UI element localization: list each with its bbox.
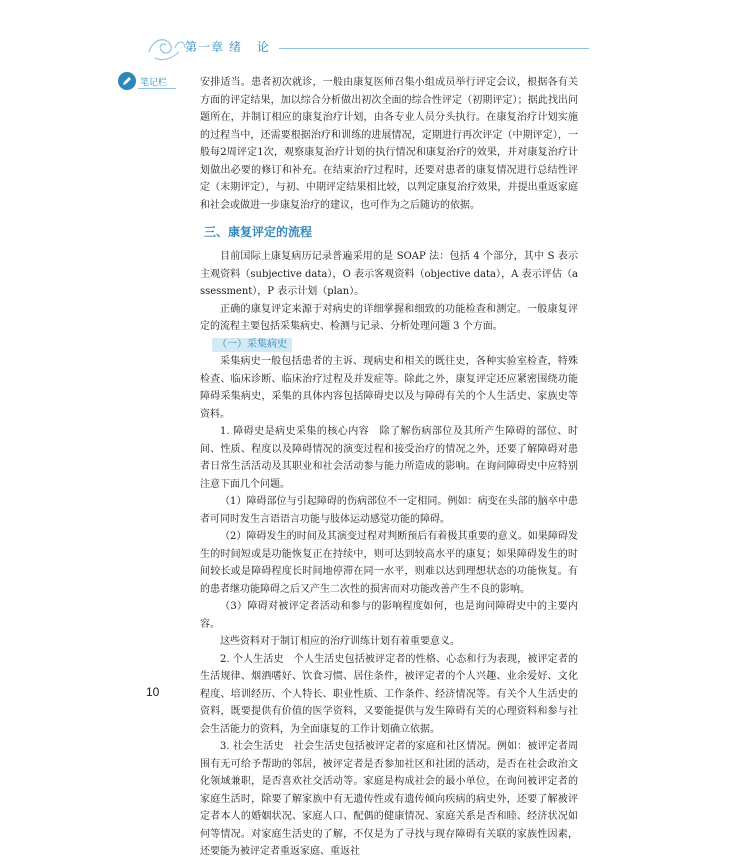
notes-marker (118, 72, 188, 92)
section-heading: 三、康复评定的流程 (204, 225, 313, 239)
paragraph-item-2: （2）障碍发生的时间及其演变过程对判断预后有着极其重要的意义。如果障碍发生的时间短或是功能恢复正在持续中，则可达到较高水平的康复；如果障碍发生的时间较长或是障碍程度长时间地停滞在同一水平，则难以达到理想状态的功能恢复。有的患者继功能障碍之后又产生二次性的损害而对功能改善产生不良的影响。 (200, 531, 578, 595)
intro-paragraph: 安排适当。患者初次就诊，一般由康复医师召集小组成员举行评定会议，根据各有关方面的评定结果，加以综合分析做出初次全面的综合性评定（初期评定）；据此找出问题所在，并制订相应的康复治疗计划，由各专业人员分头执行。在康复治疗计划实施的过程当中，还需要根据治疗和训练的进展情况，定期进行再次评定（中期评定），一般每2周评定1次，观察康复治疗计划的执行情况和康复治疗的效果，并对康复治疗计划做出必要的修订和补充。在结束治疗过程时，还要对患者的康复情况进行总结性评定（末期评定），与初、中期评定结果相比较，以判定康复治疗效果，并提出重返家庭和社会或做进一步康复治疗的建议，也可作为之后随访的依据。 (200, 77, 578, 211)
paragraph-item-1: （1）障碍部位与引起障碍的伤病部位不一定相同。例如：病变在头部的脑卒中患者可同时发生言语语言功能与肢体运动感觉功能的障碍。 (200, 496, 578, 525)
page-number: 10 (146, 685, 160, 699)
main-content (200, 74, 578, 861)
notes-divider (138, 88, 176, 89)
paragraph-personal-history: 2. 个人生活史 个人生活史包括被评定者的性格、心态和行为表现，被评定者的生活规律、烟酒嗜好、饮食习惯、居住条件，被评定者的个人兴趣、业余爱好、文化程度、培训经历、个人特长、职业性质、工作条件、经济情况等。有关个人生活史的资料，既要提供有价值的医学资料，又要能提供与发生障碍有关的心理资料和参与社会生活能力的资料，为全面康复的工作计划确立依据。 (200, 653, 578, 735)
pen-icon (118, 72, 136, 90)
chapter-label: 第一章 (185, 40, 225, 54)
paragraph-soap: 目前国际上康复病历记录普遍采用的是 SOAP 法：包括 4 个部分，其中 S 表示主观资料（subjective data），O 表示客观资料（objective data），A 表示评估（assessment），P 表示计划（plan）。 (200, 251, 578, 297)
header-divider (279, 48, 589, 49)
subsection-heading-label: （一）采集病史 (212, 338, 292, 352)
paragraph-significance: 这些资料对于制订相应的治疗训练计划有着重要意义。 (220, 636, 460, 647)
notes-label: 笔记栏 (140, 78, 168, 88)
paragraph-history: 采集病史一般包括患者的主诉、现病史和相关的既往史，各种实验室检查，特殊检查、临床诊断、临床治疗过程及并发症等。除此之外，康复评定还应紧密围绕功能障碍采集病史，采集的具体内容包括障碍史以及与障碍有关的个人生活史、家族史等资料。 (200, 356, 578, 420)
page-header (145, 28, 585, 64)
paragraph-disability-history: 1. 障碍史是病史采集的核心内容 除了解伤病部位及其所产生障碍的部位、时间、性质、程度以及障碍情况的演变过程和接受治疗的情况之外，还要了解障碍对患者日常生活活动及其职业和社会活动参与能力所造成的影响。在询问障碍史中应特别注意下面几个问题。 (200, 426, 578, 490)
paragraph-social-history: 3. 社会生活史 社会生活史包括被评定者的家庭和社区情况。例如：被评定者周围有无可给予帮助的邻居，被评定者是否参加社区和社团的活动，是否在社会政治文化领域兼职，是否喜欢社交活动等。家庭是构成社会的最小单位，在询问被评定者的家庭生活时，除要了解家族中有无遗传性或有遗传倾向疾病的病史外，还要了解被评定者本人的婚姻状况、家庭人口、配偶的健康情况、家庭关系是否和睦、经济状况如何等情况。对家庭生活史的了解，不仅是为了寻找与现存障碍有关联的家族性因素，还要能为被评定者重返家庭、重返社 (200, 741, 578, 857)
chapter-title: 绪 论 (229, 40, 275, 54)
paragraph-item-3: （3）障碍对被评定者活动和参与的影响程度如何，也是询问障碍史中的主要内容。 (200, 601, 578, 630)
paragraph-flow: 正确的康复评定来源于对病史的详细掌握和细致的功能检查和测定。一般康复评定的流程主要包括采集病史、检测与记录、分析处理问题 3 个方面。 (200, 303, 578, 332)
subsection-heading (200, 336, 578, 354)
